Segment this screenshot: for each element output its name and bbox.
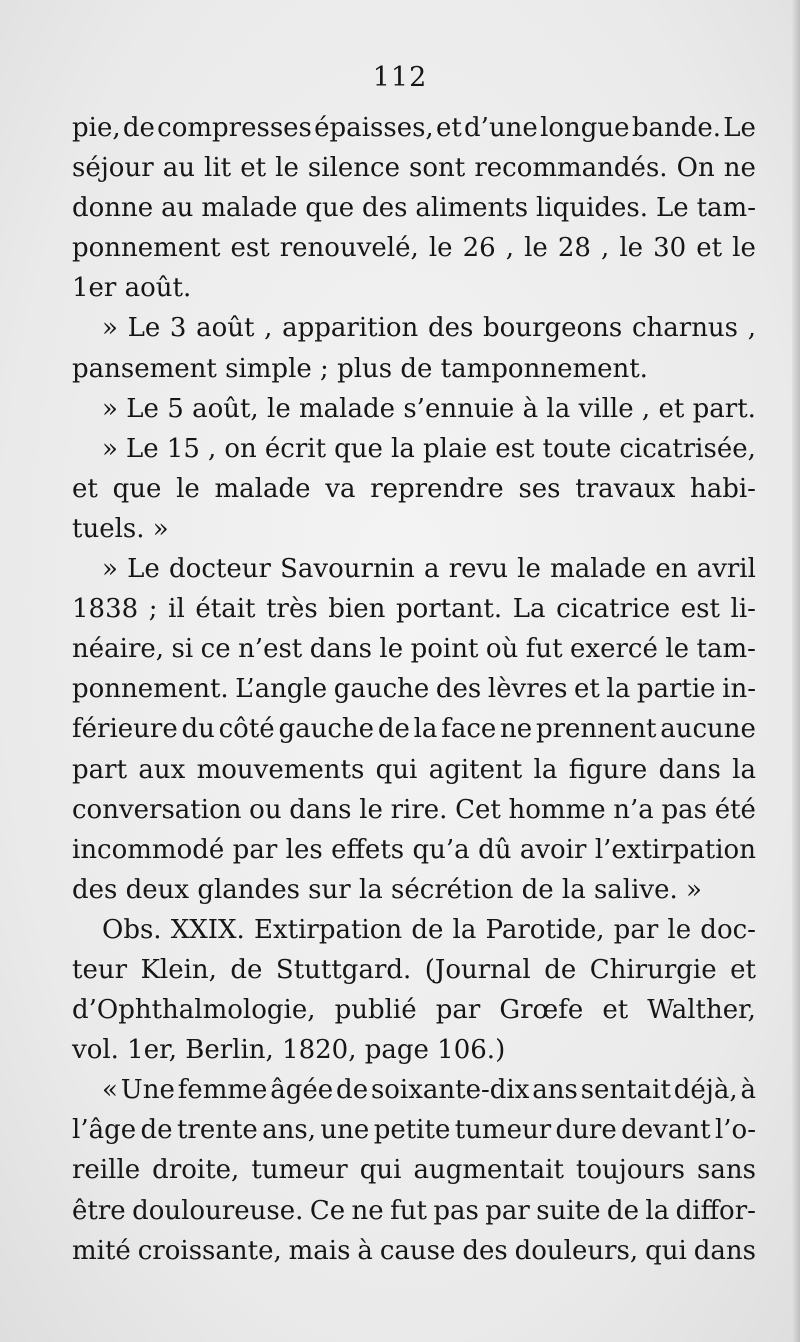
text-line: séjour au lit et le silence sont recommandés. On ne [72,153,756,184]
text-line: part aux mouvements qui agitent la figure dans la [72,754,756,785]
text-line: » Le 3 août , apparition des bourgeons charnus , [102,313,756,344]
text-line: 1838 ; il était très bien portant. La cicatrice est li- [72,594,756,625]
text-line: donne au malade que des aliments liquides. Le tam- [72,193,756,224]
page-number: 112 [372,62,428,93]
text-line: des deux glandes sur la sécrétion de la salive. » [72,874,702,905]
text-line: Obs. XXIX. Extirpation de la Parotide, par le doc- [102,914,756,945]
text-line: tuels. » [72,513,169,544]
text-line: mité croissante, mais à cause des douleurs, qui dans [72,1235,756,1266]
text-line: reille droite, tumeur qui augmentait toujours sans [72,1155,756,1186]
text-line: conversation ou dans le rire. Cet homme n’a pas été [72,794,756,825]
page-edge-shadow [792,0,800,1342]
text-line: » Le 15 , on écrit que la plaie est toute cicatrisée, [102,433,756,464]
text-line: » Le docteur Savournin a revu le malade en avril [102,554,756,585]
text-line: « Une femme âgée de soixante-dix ans sentait déjà, à [102,1075,756,1106]
text-line: ponnement. L’angle gauche des lèvres et la partie in- [72,674,756,705]
text-line: férieure du côté gauche de la face ne prennent aucune [72,714,756,745]
text-line: teur Klein, de Stuttgard. (Journal de Chirurgie et [72,954,756,985]
text-line: pansement simple ; plus de tamponnement. [72,353,648,384]
body-text [72,108,756,1271]
text-line: ponnement est renouvelé, le 26 , le 28 , le 30 et le [72,233,756,264]
text-line: être douloureuse. Ce ne fut pas par suite de la diffor- [72,1195,756,1226]
text-line: vol. 1er, Berlin, 1820, page 106.) [72,1035,506,1066]
text-line: néaire, si ce n’est dans le point où fut exercé le tam- [72,634,756,665]
text-line: incommodé par les effets qu’a dû avoir l’extirpation [72,834,756,865]
text-line: pie, de compresses épaisses, et d’une longue bande. Le [72,113,756,143]
text-line: » Le 5 août, le malade s’ennuie à la ville , et part. [102,393,756,424]
text-line: l’âge de trente ans, une petite tumeur dure devant l’o- [72,1115,756,1146]
text-line: et que le malade va reprendre ses travaux habi- [72,473,756,504]
text-line: 1er août. [72,273,192,304]
text-line: d’Ophthalmologie, publié par Grœfe et Walther, [72,995,756,1026]
